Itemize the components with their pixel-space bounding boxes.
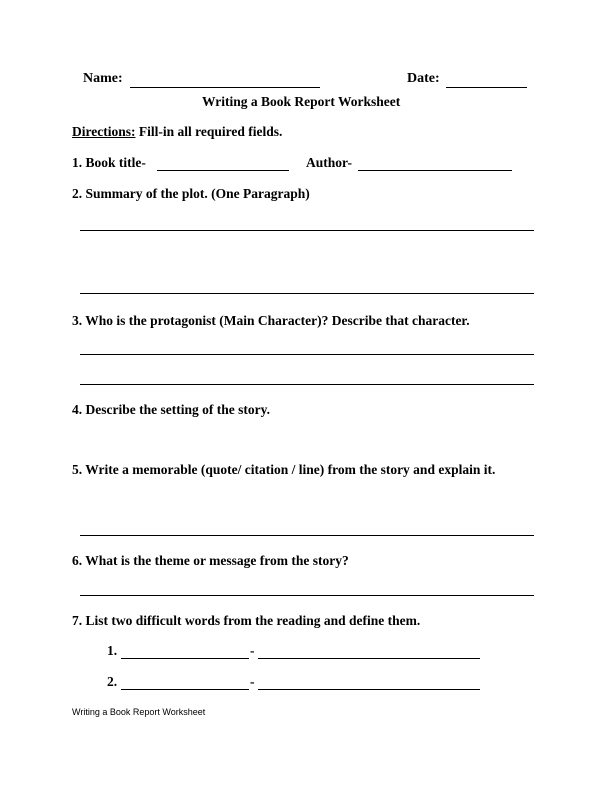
name-label: Name: bbox=[83, 71, 123, 86]
question-4: 4. Describe the setting of the story. bbox=[72, 402, 270, 417]
directions-label: Directions: bbox=[72, 124, 136, 139]
author-blank[interactable] bbox=[358, 170, 512, 171]
word-1-definition-blank[interactable] bbox=[258, 658, 480, 659]
date-label: Date: bbox=[407, 71, 440, 86]
summary-line-2[interactable] bbox=[80, 293, 534, 294]
protagonist-line-2[interactable] bbox=[80, 384, 534, 385]
word-1-number: 1. bbox=[107, 643, 118, 658]
question-1-book-title: 1. Book title- bbox=[72, 155, 146, 170]
question-7: 7. List two difficult words from the reading and define them. bbox=[72, 613, 421, 628]
footer-text: Writing a Book Report Worksheet bbox=[72, 707, 206, 717]
worksheet-title: Writing a Book Report Worksheet bbox=[202, 94, 401, 109]
word-2-definition-blank[interactable] bbox=[258, 689, 480, 690]
word-2-separator: - bbox=[250, 674, 255, 689]
word-2-blank[interactable] bbox=[121, 689, 249, 690]
date-blank[interactable] bbox=[446, 87, 527, 88]
name-blank[interactable] bbox=[130, 87, 320, 88]
question-5: 5. Write a memorable (quote/ citation / line) from the story and explain it. bbox=[72, 462, 496, 477]
directions-text: Fill-in all required fields. bbox=[138, 124, 283, 139]
book-title-blank[interactable] bbox=[157, 170, 289, 171]
question-3: 3. Who is the protagonist (Main Character)? Describe that character. bbox=[72, 313, 470, 328]
summary-line-1[interactable] bbox=[80, 230, 534, 231]
question-6: 6. What is the theme or message from the story? bbox=[72, 553, 349, 568]
quote-line[interactable] bbox=[80, 535, 534, 536]
directions bbox=[72, 124, 282, 140]
author-label: Author- bbox=[306, 155, 352, 170]
word-1-separator: - bbox=[250, 643, 255, 658]
protagonist-line-1[interactable] bbox=[80, 354, 534, 355]
theme-line[interactable] bbox=[80, 595, 534, 596]
question-2: 2. Summary of the plot. (One Paragraph) bbox=[72, 186, 310, 201]
word-1-blank[interactable] bbox=[121, 658, 249, 659]
word-2-number: 2. bbox=[107, 674, 118, 689]
